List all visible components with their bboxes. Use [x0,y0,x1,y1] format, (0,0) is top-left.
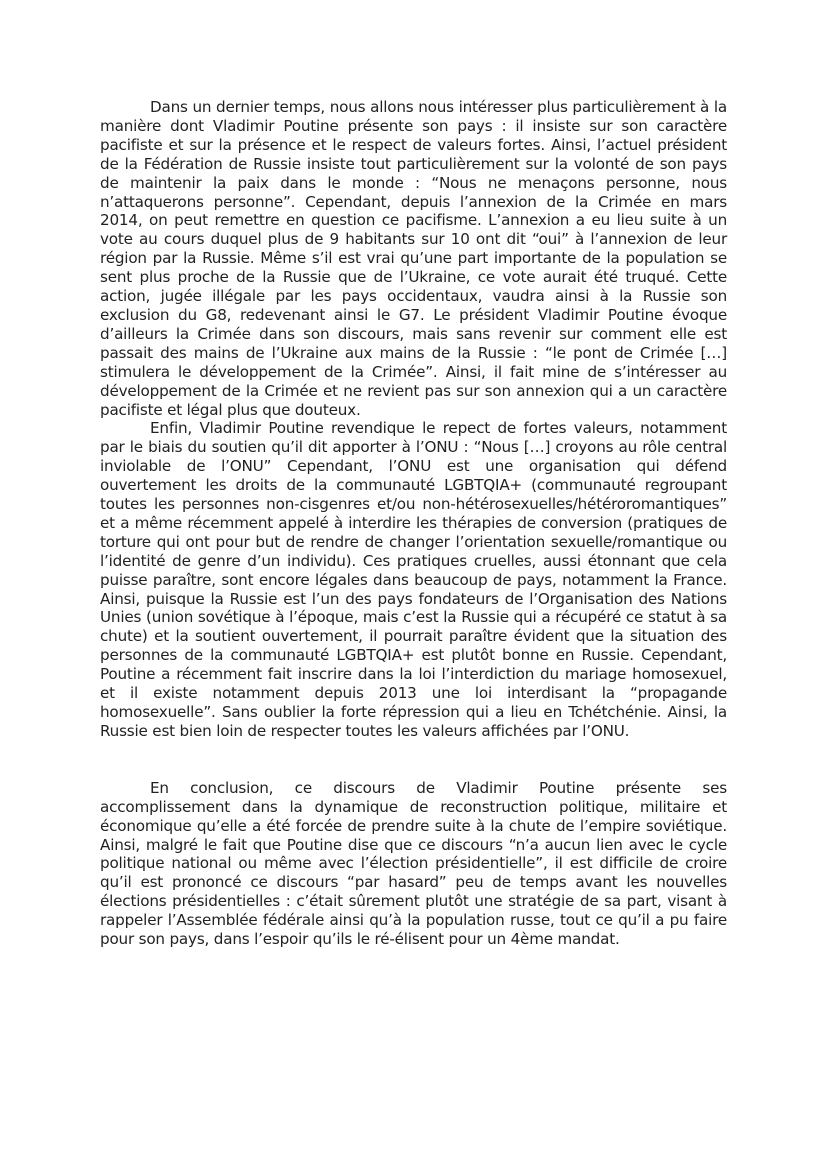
document-body [100,98,727,949]
paragraph-crimea: Dans un dernier temps, nous allons nous intéresser plus particulièrement à la manière dont Vladimir Poutine présente son pays : il insiste sur son caractère pacifiste et sur la présence et le respect de valeurs fortes. Ainsi, l’actuel président de la Fédération de Russie insiste tout particulièrement sur la volonté de son pays de maintenir la paix dans le monde : “Nous ne menaçons personne, nous n’attaquerons personne”. Cependant, depuis l’annexion de la Crimée en mars 2014, on peut remettre en question ce pacifisme. L’annexion a eu lieu suite à un vote au cours duquel plus de 9 habitants sur 10 ont dit “oui” à l’annexion de leur région par la Russie. Même s’il est vrai qu’une part importante de la population se sent plus proche de la Russie que de l’Ukraine, ce vote aurait été truqué. Cette action, jugée illégale par les pays occidentaux, vaudra ainsi à la Russie son exclusion du G8, redevenant ainsi le G7. Le président Vladimir Poutine évoque d’ailleurs la Crimée dans son discours, mais sans revenir sur comment elle est passait des mains de l’Ukraine aux mains de la Russie : “le pont de Crimée […] stimulera le développement de la Crimée”. Ainsi, il fait mine de s’intéresser au développement de la Crimée et ne revient pas sur son annexion qui a un caractère pacifiste et légal plus que douteux. [100,98,727,419]
paragraph-spacer [100,741,727,779]
paragraph-conclusion: En conclusion, ce discours de Vladimir Poutine présente ses accomplissement dans la dynamique de reconstruction politique, militaire et économique qu’elle a été forcée de prendre suite à la chute de l’empire soviétique. Ainsi, malgré le fait que Poutine dise que ce discours “n’a aucun lien avec le cycle politique national ou même avec l’élection présidentielle”, il est difficile de croire qu’il est prononcé ce discours “par hasard” peu de temps avant les nouvelles élections présidentielles : c’était sûrement plutôt une stratégie de sa part, visant à rappeler l’Assemblée fédérale ainsi qu’à la population russe, tout ce qu’il a pu faire pour son pays, dans l’espoir qu’ils le ré-élisent pour un 4ème mandat. [100,778,727,949]
paragraph-onu-values: Enfin, Vladimir Poutine revendique le repect de fortes valeurs, notamment par le biais du soutien qu’il dit apporter à l’ONU : “Nous […] croyons au rôle central inviolable de l’ONU” Cependant, l’ONU est une organisation qui défend ouvertement les droits de la communauté LGBTQIA+ (communauté regroupant toutes les personnes non-cisgenres et/ou non-hétérosexuelles/hétéroromantiques” et a même récemment appelé à interdire les thérapies de conversion (pratiques de torture qui ont pour but de rendre de changer l’orientation sexuelle/romantique ou l’identité de genre d’un individu). Ces pratiques cruelles, aussi étonnant que cela puisse paraître, sont encore légales dans beaucoup de pays, notamment la France. Ainsi, puisque la Russie est l’un des pays fondateurs de l’Organisation des Nations Unies (union sovétique à l’époque, mais c’est la Russie qui a récupéré ce statut à sa chute) et la soutient ouvertement, il pourrait paraître évident que la situation des personnes de la communauté LGBTQIA+ est plutôt bonne en Russie. Cependant, Poutine a récemment fait inscrire dans la loi l’interdiction du mariage homosexuel, et il existe notamment depuis 2013 une loi interdisant la “propagande homosexuelle”. Sans oublier la forte répression qui a lieu en Tchétchénie. Ainsi, la Russie est bien loin de respecter toutes les valeurs affichées par l’ONU. [100,419,727,740]
